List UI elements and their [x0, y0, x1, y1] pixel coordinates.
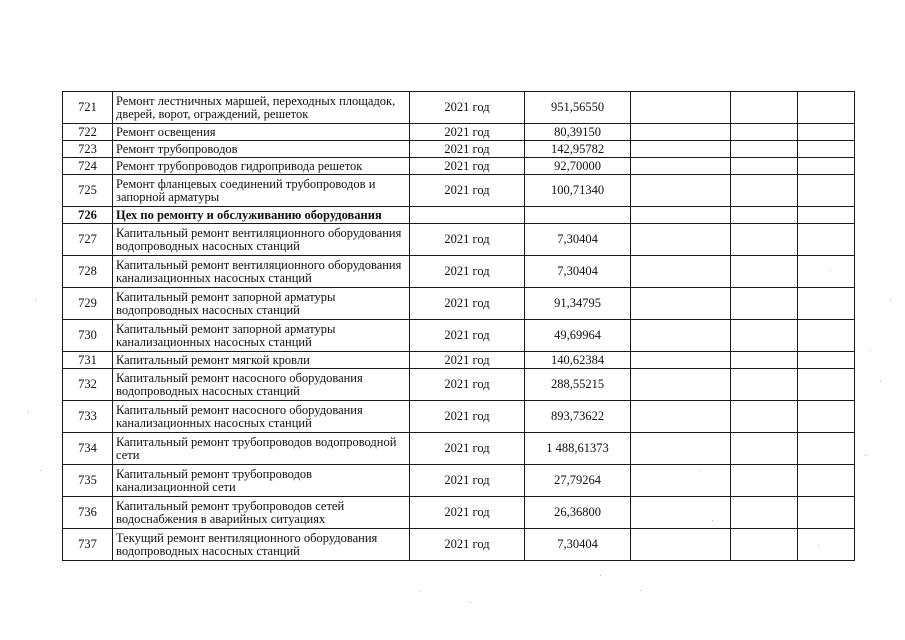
year-cell — [410, 207, 525, 224]
empty-cell — [631, 124, 731, 141]
scan-speck — [420, 590, 421, 591]
empty-cell — [731, 497, 798, 529]
empty-cell — [631, 141, 731, 158]
work-name-cell: Капитальный ремонт запорной арматуры водопроводных насосных станций — [113, 288, 410, 320]
year-cell: 2021 год — [410, 320, 525, 352]
empty-cell — [631, 369, 731, 401]
empty-cell — [731, 352, 798, 369]
empty-cell — [731, 141, 798, 158]
table-row — [63, 256, 855, 288]
work-name-cell: Капитальный ремонт насосного оборудования водопроводных насосных станций — [113, 369, 410, 401]
work-name-cell: Ремонт освещения — [113, 124, 410, 141]
empty-cell — [798, 529, 855, 561]
empty-cell — [798, 369, 855, 401]
empty-cell — [798, 288, 855, 320]
work-name-cell: Капитальный ремонт вентиляционного оборудования канализационных насосных станций — [113, 256, 410, 288]
year-cell: 2021 год — [410, 124, 525, 141]
table-row — [63, 158, 855, 175]
year-cell: 2021 год — [410, 529, 525, 561]
empty-cell — [731, 369, 798, 401]
year-cell: 2021 год — [410, 401, 525, 433]
row-number-cell: 736 — [63, 497, 113, 529]
empty-cell — [631, 529, 731, 561]
table-row — [63, 369, 855, 401]
work-name-cell: Капитальный ремонт вентиляционного оборудования водопроводных насосных станций — [113, 224, 410, 256]
empty-cell — [731, 207, 798, 224]
year-cell: 2021 год — [410, 433, 525, 465]
empty-cell — [798, 158, 855, 175]
row-number-cell: 723 — [63, 141, 113, 158]
amount-cell: 7,30404 — [525, 256, 631, 288]
empty-cell — [631, 288, 731, 320]
empty-cell — [798, 401, 855, 433]
row-number-cell: 726 — [63, 207, 113, 224]
empty-cell — [731, 401, 798, 433]
amount-cell: 7,30404 — [525, 224, 631, 256]
scan-speck — [28, 412, 29, 413]
scan-speck — [712, 520, 713, 521]
empty-cell — [731, 175, 798, 207]
table-row — [63, 433, 855, 465]
empty-cell — [631, 256, 731, 288]
year-cell: 2021 год — [410, 465, 525, 497]
table-row — [63, 224, 855, 256]
empty-cell — [631, 465, 731, 497]
scan-speck — [880, 380, 881, 381]
empty-cell — [731, 92, 798, 124]
empty-cell — [731, 288, 798, 320]
row-number-cell: 721 — [63, 92, 113, 124]
amount-cell: 91,34795 — [525, 288, 631, 320]
table-row — [63, 124, 855, 141]
table-row — [63, 401, 855, 433]
row-number-cell: 734 — [63, 433, 113, 465]
empty-cell — [631, 175, 731, 207]
row-number-cell: 730 — [63, 320, 113, 352]
row-number-cell: 722 — [63, 124, 113, 141]
work-name-cell: Капитальный ремонт трубопроводов сетей водоснабжения в аварийных ситуациях — [113, 497, 410, 529]
work-name-cell: Ремонт лестничных маршей, переходных площадок, дверей, ворот, ограждений, решеток — [113, 92, 410, 124]
amount-cell: 92,70000 — [525, 158, 631, 175]
row-number-cell: 728 — [63, 256, 113, 288]
empty-cell — [731, 320, 798, 352]
empty-cell — [798, 124, 855, 141]
row-number-cell: 725 — [63, 175, 113, 207]
year-cell: 2021 год — [410, 352, 525, 369]
empty-cell — [798, 352, 855, 369]
amount-cell: 893,73622 — [525, 401, 631, 433]
empty-cell — [798, 497, 855, 529]
row-number-cell: 735 — [63, 465, 113, 497]
table-row — [63, 529, 855, 561]
amount-cell: 288,55215 — [525, 369, 631, 401]
row-number-cell: 724 — [63, 158, 113, 175]
amount-cell — [525, 207, 631, 224]
empty-cell — [731, 224, 798, 256]
empty-cell — [731, 465, 798, 497]
scan-speck — [890, 300, 891, 301]
work-name-cell: Ремонт фланцевых соединений трубопроводов и запорной арматуры — [113, 175, 410, 207]
amount-cell: 142,95782 — [525, 141, 631, 158]
year-cell: 2021 год — [410, 288, 525, 320]
table-body — [63, 92, 855, 561]
empty-cell — [798, 465, 855, 497]
year-cell: 2021 год — [410, 175, 525, 207]
section-header-row — [63, 207, 855, 224]
empty-cell — [798, 320, 855, 352]
amount-cell: 951,56550 — [525, 92, 631, 124]
year-cell: 2021 год — [410, 158, 525, 175]
work-name-cell: Капитальный ремонт трубопроводов водопроводной сети — [113, 433, 410, 465]
year-cell: 2021 год — [410, 497, 525, 529]
row-number-cell: 732 — [63, 369, 113, 401]
empty-cell — [631, 320, 731, 352]
work-name-cell: Ремонт трубопроводов — [113, 141, 410, 158]
table-row — [63, 288, 855, 320]
year-cell: 2021 год — [410, 141, 525, 158]
table-row — [63, 465, 855, 497]
empty-cell — [798, 92, 855, 124]
empty-cell — [731, 529, 798, 561]
scan-speck — [818, 545, 819, 546]
row-number-cell: 727 — [63, 224, 113, 256]
amount-cell: 140,62384 — [525, 352, 631, 369]
empty-cell — [798, 256, 855, 288]
scan-speck — [600, 575, 601, 576]
scan-speck — [700, 470, 701, 471]
amount-cell: 49,69964 — [525, 320, 631, 352]
empty-cell — [631, 92, 731, 124]
empty-cell — [631, 401, 731, 433]
amount-cell: 7,30404 — [525, 529, 631, 561]
empty-cell — [631, 158, 731, 175]
row-number-cell: 737 — [63, 529, 113, 561]
empty-cell — [631, 224, 731, 256]
amount-cell: 80,39150 — [525, 124, 631, 141]
empty-cell — [798, 224, 855, 256]
empty-cell — [798, 207, 855, 224]
empty-cell — [731, 124, 798, 141]
table-row — [63, 141, 855, 158]
scan-speck — [870, 350, 871, 351]
work-name-cell: Капитальный ремонт мягкой кровли — [113, 352, 410, 369]
table-row — [63, 320, 855, 352]
scan-speck — [35, 300, 36, 301]
year-cell: 2021 год — [410, 256, 525, 288]
table-row — [63, 352, 855, 369]
year-cell: 2021 год — [410, 92, 525, 124]
empty-cell — [798, 175, 855, 207]
empty-cell — [798, 141, 855, 158]
scan-speck — [830, 270, 831, 271]
work-name-cell: Ремонт трубопроводов гидропривода решеток — [113, 158, 410, 175]
empty-cell — [731, 433, 798, 465]
work-name-cell: Капитальный ремонт запорной арматуры канализационных насосных станций — [113, 320, 410, 352]
row-number-cell: 731 — [63, 352, 113, 369]
empty-cell — [631, 207, 731, 224]
scan-speck — [640, 590, 641, 591]
table-row — [63, 92, 855, 124]
work-name-cell: Цех по ремонту и обслуживанию оборудования — [113, 207, 410, 224]
row-number-cell: 733 — [63, 401, 113, 433]
empty-cell — [798, 433, 855, 465]
capital-repairs-table — [62, 91, 855, 561]
empty-cell — [731, 158, 798, 175]
row-number-cell: 729 — [63, 288, 113, 320]
empty-cell — [631, 433, 731, 465]
empty-cell — [631, 352, 731, 369]
empty-cell — [631, 497, 731, 529]
table-row — [63, 175, 855, 207]
scan-speck — [865, 455, 866, 456]
amount-cell: 1 488,61373 — [525, 433, 631, 465]
table-row — [63, 497, 855, 529]
year-cell: 2021 год — [410, 224, 525, 256]
amount-cell: 100,71340 — [525, 175, 631, 207]
year-cell: 2021 год — [410, 369, 525, 401]
work-name-cell: Капитальный ремонт насосного оборудования канализационных насосных станций — [113, 401, 410, 433]
empty-cell — [731, 256, 798, 288]
amount-cell: 27,79264 — [525, 465, 631, 497]
amount-cell: 26,36800 — [525, 497, 631, 529]
scan-speck — [40, 470, 41, 471]
work-name-cell: Текущий ремонт вентиляционного оборудования водопроводных насосных станций — [113, 529, 410, 561]
scan-speck — [470, 602, 471, 603]
work-name-cell: Капитальный ремонт трубопроводов канализационной сети — [113, 465, 410, 497]
